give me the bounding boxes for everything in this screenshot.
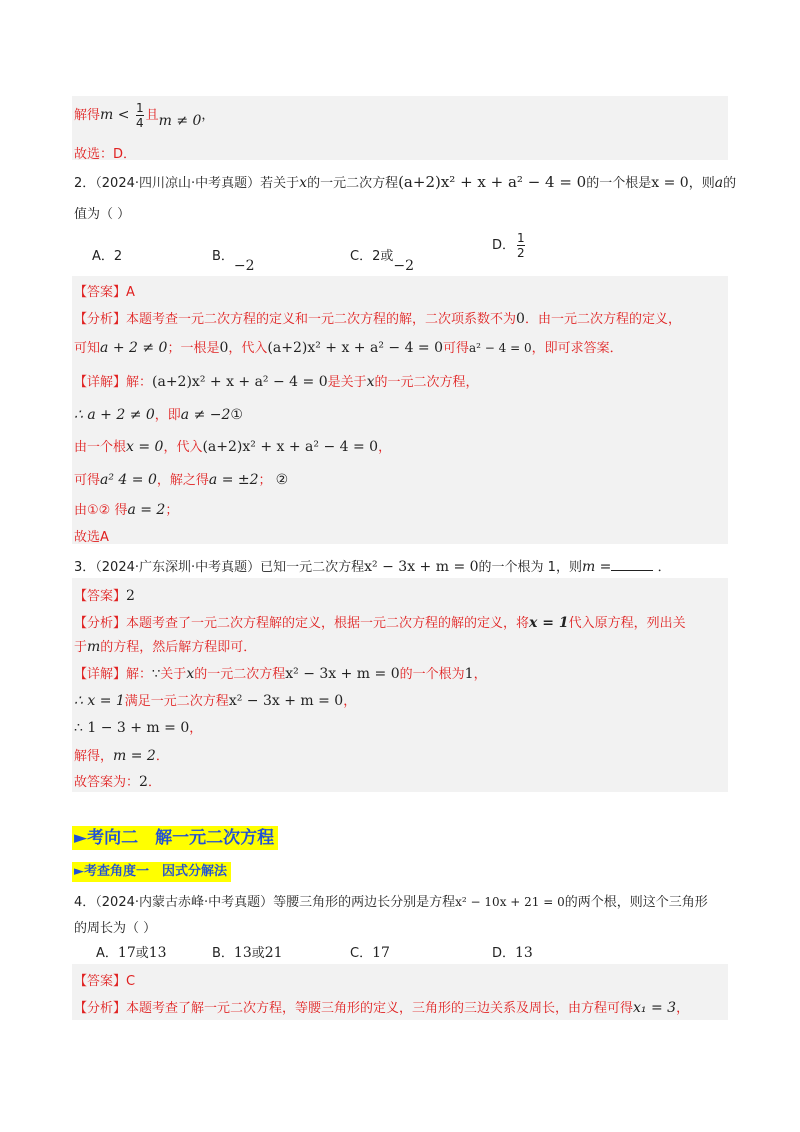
q2-option-c[interactable]: C．2或−2 [350, 249, 414, 274]
q2-analysis-line2: 可知a + 2 ≠ 0；一根是0，代入(a+2)x² + x + a² − 4 = 0可得a² − 4 = 0，即可求答案． [74, 340, 623, 356]
q4-stem-line2: 的周长为（ ） [74, 921, 157, 936]
q3-answer-block [72, 578, 728, 792]
q3-stem: 3．（2024·广东深圳·中考真题）已知一元二次方程x² − 3x + m = 0的一个根为 1，则m = ． [74, 559, 671, 575]
q2-analysis-line1: 【分析】本题考查一元二次方程的定义和一元二次方程的解，二次项系数不为0．由一元二次方程的定义， [74, 311, 681, 327]
q2-detail: 【详解】解：(a+2)x² + x + a² − 4 = 0是关于x的一元二次方程， [74, 374, 479, 390]
q2-get: 可得a² 4 = 0，解之得a = ±2； ② [74, 472, 289, 488]
q4-option-b[interactable]: B．13或21 [212, 945, 283, 961]
q4-stem: 4．（2024·内蒙古赤峰·中考真题）等腰三角形的两边长分别是方程x² − 10x + 21 = 0的两个根，则这个三角形 [74, 895, 708, 910]
q1-choose: 故选：D． [74, 147, 137, 162]
q3-line4: 解得，m = 2． [74, 748, 169, 764]
q2-equation: (a+2)x² + x + a² − 4 = 0 [398, 173, 587, 191]
q3-analysis-line2: 于m的方程，然后解方程即可． [74, 639, 257, 655]
q2-option-d[interactable]: D． $\frac{1}{2}$ [492, 231, 525, 260]
q2-option-b[interactable]: B．−2 [212, 249, 255, 274]
q4-option-d[interactable]: D．13 [492, 945, 533, 961]
q3-line2: ∴ x = 1满足一元二次方程x² − 3x + m = 0， [74, 693, 357, 709]
q4-option-c[interactable]: C．17 [350, 945, 390, 961]
q4-answer: 【答案】C [74, 974, 136, 989]
q2-option-a[interactable]: A．2 [92, 249, 123, 264]
fraction-one-quarter: $\frac{1}{4}$ [135, 101, 144, 130]
q2-by: 由①② 得a = 2； [74, 502, 179, 518]
q2-root-sub: 由一个根x = 0，代入(a+2)x² + x + a² − 4 = 0， [74, 439, 392, 455]
q3-line5: 故答案为：2． [74, 774, 161, 790]
q2-choose: 故选A [74, 530, 109, 545]
q2-stem-line2: 值为（ ） [74, 207, 131, 222]
q4-analysis: 【分析】本题考查了解一元二次方程，等腰三角形的定义，三角形的三边关系及周长，由方程可得x₁ = 3， [74, 1000, 690, 1016]
q3-detail: 【详解】解：∵关于x的一元二次方程x² − 3x + m = 0的一个根为1， [74, 666, 487, 682]
section-subtitle: ►考查角度一 因式分解法 [72, 862, 231, 882]
q2-therefore: ∴ a + 2 ≠ 0，即a ≠ −2① [74, 407, 243, 423]
q1-solve-line: 解得m < $\frac{1}{4}$ 且m ≠ 0， [74, 101, 215, 130]
q2-answer: 【答案】A [74, 285, 135, 300]
section-title: ►考向二 解一元二次方程 [72, 826, 278, 850]
q3-line3: ∴ 1 − 3 + m = 0， [74, 720, 203, 736]
q2-stem: 2．（2024·四川凉山·中考真题）若关于x的一元二次方程(a+2)x² + x + a² − 4 = 0的一个根是x = 0，则a的 [74, 173, 737, 191]
q3-analysis-line1: 【分析】本题考查了一元二次方程解的定义，根据一元二次方程的解的定义，将x = 1代入原方程，列出关 [74, 615, 686, 631]
q4-option-a[interactable]: A．17或13 [96, 945, 167, 961]
q3-answer: 【答案】2 [74, 588, 135, 604]
answer-blank[interactable] [611, 558, 653, 571]
